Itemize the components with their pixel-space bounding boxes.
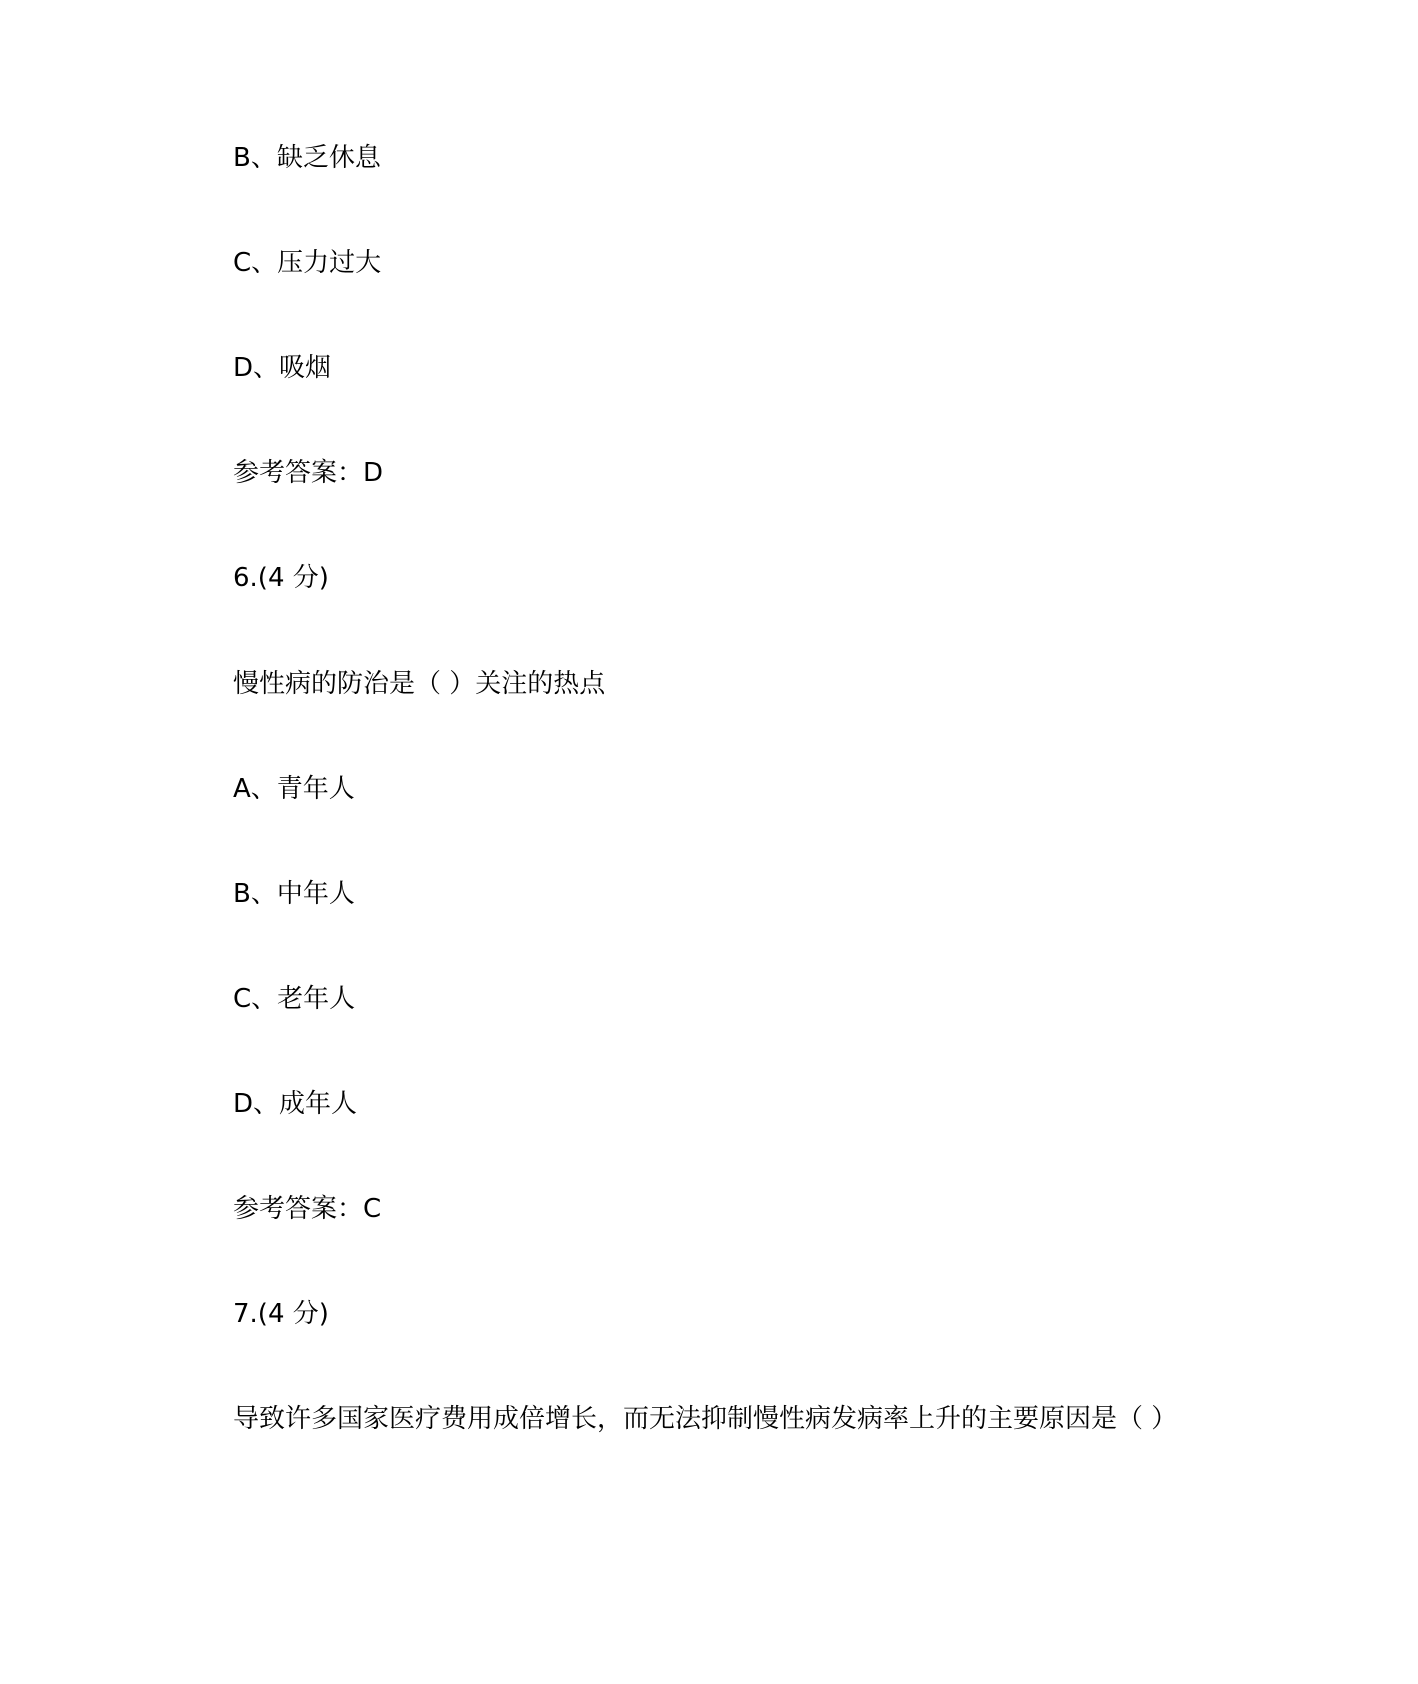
question-7-score: 7.(4 分) [233,1299,329,1329]
option-c-q6: C、老年人 [233,984,356,1014]
option-d-q6: D、成年人 [233,1089,358,1119]
option-b-q6: B、中年人 [233,879,355,909]
option-c-q5: C、压力过大 [233,248,382,278]
question-7-text: 导致许多国家医疗费用成倍增长，而无法抑制慢性病发病率上升的主要原因是（ ） [233,1404,1178,1434]
question-6-text: 慢性病的防治是（ ）关注的热点 [233,669,606,699]
question-6-score: 6.(4 分) [233,563,329,593]
option-a-q6: A、青年人 [233,774,355,804]
answer-q6: 参考答案：C [233,1194,382,1224]
option-d-q5: D、吸烟 [233,353,332,383]
answer-q5: 参考答案：D [233,458,384,488]
option-b-q5: B、缺乏休息 [233,143,381,173]
